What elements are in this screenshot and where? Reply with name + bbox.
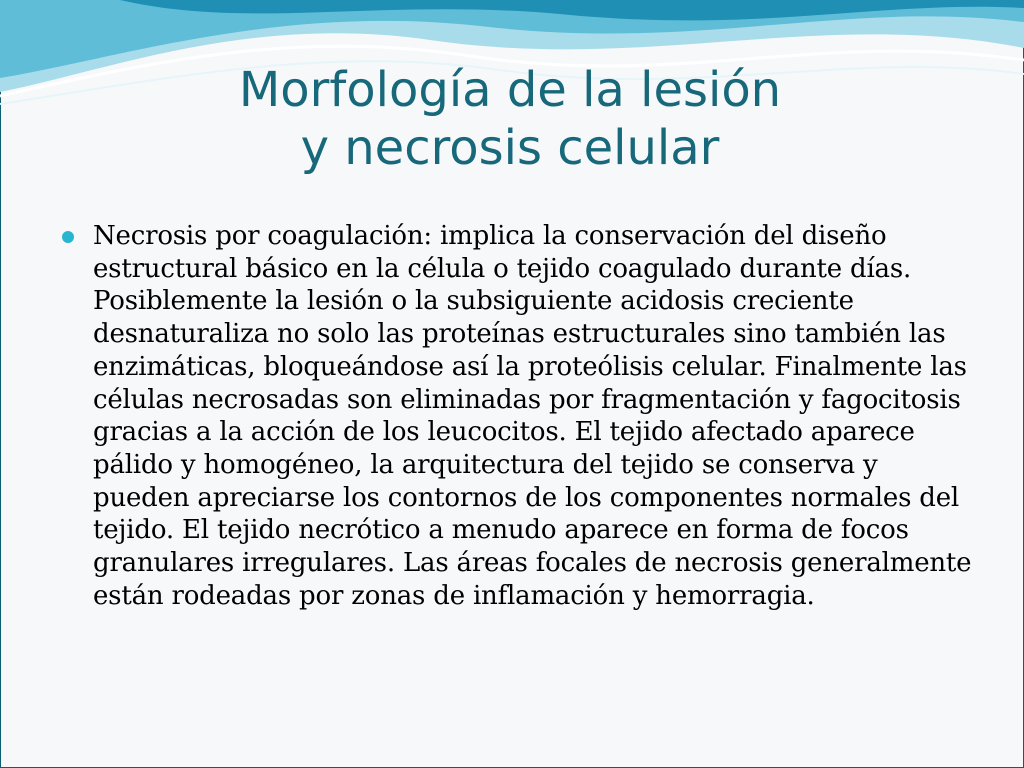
- slide-title: [100, 62, 920, 177]
- slide-title-line-2: y necrosis celular: [300, 119, 720, 176]
- bullet-text: Necrosis por coagulación: implica la conservación del diseño estructural básico en la célula o tejido coagulado durante días. Posiblemente la lesión o la subsiguiente acidosis creciente desnaturaliza no solo las proteínas estructurales sino también las enzimáticas, bloqueándose así la proteólisis celular. Finalmente las células necrosadas son eliminadas por fragmentación y fagocitosis gracias a la acción de los leucocitos. El tejido afectado aparece pálido y homogéneo, la arquitectura del tejido se conserva y pueden apreciarse los contornos de los componentes normales del tejido. El tejido necrótico a menudo aparece en forma de focos granulares irregulares. Las áreas focales de necrosis generalmente están rodeadas por zonas de inflamación y hemorragia.: [93, 221, 972, 611]
- bullet-dot-icon: [62, 231, 74, 243]
- slide-title-line-1: Morfología de la lesión: [238, 62, 782, 118]
- content-area: [62, 220, 972, 612]
- bullet-item: [62, 220, 972, 612]
